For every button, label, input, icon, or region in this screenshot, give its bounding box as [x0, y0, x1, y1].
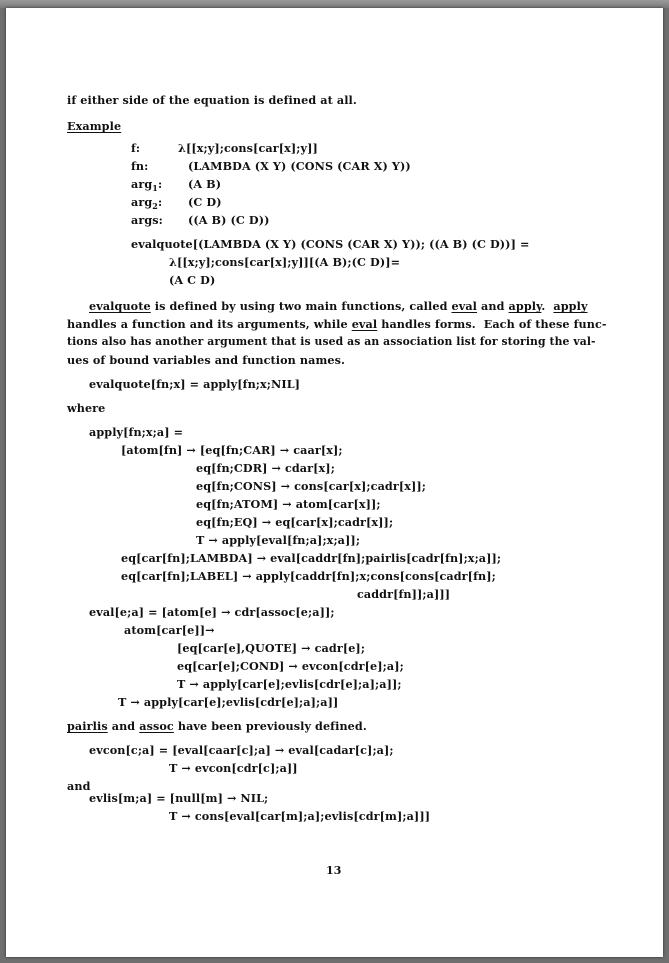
- apply-line-8: eq[car[fn];LABEL] → apply[caddr[fn];x;cons[cons[cadr[fn];: [121, 569, 496, 583]
- example-heading: Example: [67, 119, 122, 133]
- apply-line-2: eq[fn;CDR] → cdar[x];: [196, 461, 335, 475]
- evalquote-example-2: λ[[x;y];cons[car[x];y]][(A B);(C D)]=: [169, 255, 401, 269]
- para-line-2: handles a function and its arguments, while eval handles forms. Each of these func-: [67, 317, 607, 331]
- apply-line-0: apply[fn;x;a] =: [89, 425, 184, 439]
- apply-line-1: [atom[fn] → [eq[fn;CAR] → caar[x];: [121, 443, 343, 457]
- arg2-value: (C D): [188, 195, 222, 209]
- page-number: 13: [326, 864, 342, 877]
- intro-line: if either side of the equation is defined at all.: [67, 93, 357, 107]
- where-label: where: [67, 401, 106, 415]
- arg1-value: (A B): [188, 177, 222, 191]
- apply-line-7: eq[car[fn];LAMBDA] → eval[caddr[fn];pairlis[cadr[fn];x;a]];: [121, 551, 502, 565]
- para-line-1: evalquote is defined by using two main functions, called eval and apply. apply: [89, 299, 588, 313]
- fn-value: (LAMBDA (X Y) (CONS (CAR X) Y)): [188, 159, 411, 173]
- apply-line-4: eq[fn;ATOM] → atom[car[x]];: [196, 497, 381, 511]
- para-line-3: tions also has another argument that is used as an association list for storing the val-: [67, 335, 596, 348]
- and-label: and: [67, 779, 91, 793]
- evalquote-example-1: evalquote[(LAMBDA (X Y) (CONS (CAR X) Y)); ((A B) (C D))] =: [131, 237, 530, 251]
- apply-line-3: eq[fn;CONS] → cons[car[x];cadr[x]];: [196, 479, 427, 493]
- eval-line-5: T → apply[car[e];evlis[cdr[e];a];a]]: [118, 695, 339, 709]
- evcon-line-1: evcon[c;a] = [eval[caar[c];a] → eval[cadar[c];a];: [89, 743, 394, 757]
- evalquote-example-3: (A C D): [169, 273, 216, 287]
- evlis-line-1: evlis[m;a] = [null[m] → NIL;: [89, 791, 269, 805]
- eval-line-2: [eq[car[e],QUOTE] → cadr[e];: [177, 641, 366, 655]
- f-label: f:: [131, 141, 141, 155]
- apply-line-6: T → apply[eval[fn;a];x;a]];: [196, 533, 361, 547]
- fn-label: fn:: [131, 159, 149, 173]
- f-value: λ[[x;y];cons[car[x];y]]: [178, 141, 318, 155]
- previously-defined-note: pairlis and assoc have been previously defined.: [67, 719, 367, 733]
- eval-line-1: atom[car[e]]→: [124, 623, 215, 637]
- eval-line-4: T → apply[car[e];evlis[cdr[e];a];a]];: [177, 677, 402, 691]
- eval-line-0: eval[e;a] = [atom[e] → cdr[assoc[e;a]];: [89, 605, 335, 619]
- document-page: [6, 8, 663, 957]
- evalquote-definition: evalquote[fn;x] = apply[fn;x;NIL]: [89, 377, 301, 391]
- para-line-4: ues of bound variables and function names.: [67, 353, 346, 367]
- arg2-label: arg$_2$:: [131, 195, 163, 211]
- window-titlebar: [0, 0, 669, 8]
- eval-line-3: eq[car[e];COND] → evcon[cdr[e];a];: [177, 659, 404, 673]
- args-value: ((A B) (C D)): [188, 213, 270, 227]
- evcon-line-2: T → evcon[cdr[c];a]]: [169, 761, 298, 775]
- args-label: args:: [131, 213, 163, 227]
- evlis-line-2: T → cons[eval[car[m];a];evlis[cdr[m];a]]]: [169, 809, 431, 823]
- apply-line-9: caddr[fn]];a]]]: [357, 587, 451, 601]
- apply-line-5: eq[fn;EQ] → eq[car[x];cadr[x]];: [196, 515, 394, 529]
- arg1-label: arg$_1$:: [131, 177, 163, 193]
